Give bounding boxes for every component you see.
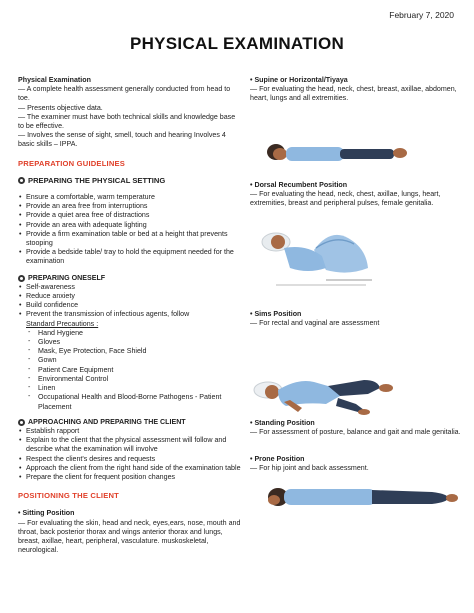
list-item: • Prepare the client for frequent position changes <box>18 473 242 482</box>
standing-text: — For assessment of posture, balance and gait and male genitalia. <box>250 428 461 437</box>
supine-label: • Supine or Horizontal/Tiyaya <box>250 76 348 84</box>
intro-line: — The examiner must have both technical skills and knowledge base to be effective. <box>18 112 236 131</box>
list-item: • Provide an area with adequate lighting <box>18 221 242 230</box>
preparing-oneself-heading <box>18 274 242 283</box>
physical-setting-heading <box>18 176 242 185</box>
sims-text: — For rectal and vaginal are assessment <box>250 319 380 328</box>
approaching-client-list <box>18 427 242 482</box>
dorsal-recumbent-text: — For evaluating the head, neck, chest, axillae, lungs, heart, extremities, breast and peripheral pulses, female genitalia. <box>250 190 441 208</box>
prone-label: • Prone Position <box>250 455 305 463</box>
list-item: - Occupational Health and Blood-Borne Pathogens - Patient Placement <box>18 393 242 411</box>
prone-illustration <box>262 484 462 510</box>
preparing-oneself-label: PREPARING ONESELF <box>28 273 106 282</box>
intro-line: — A complete health assessment generally conducted from head to toe. <box>18 85 231 103</box>
sims-illustration <box>252 374 402 418</box>
list-item: • Self-awareness <box>18 283 242 292</box>
list-item: • Respect the client's desires and requests <box>18 455 242 464</box>
list-item: • Provide a bedside table/ tray to hold the equipment needed for the examination <box>18 248 242 266</box>
supine-illustration <box>262 138 422 168</box>
standard-precautions-list <box>18 329 242 412</box>
prone-section <box>250 455 462 473</box>
list-item: - Hand Hygiene <box>18 329 242 338</box>
physical-setting-label: PREPARING THE PHYSICAL SETTING <box>28 175 166 185</box>
list-item: • Provide a quiet area free of distractions <box>18 211 242 220</box>
list-item: - Environmental Control <box>18 375 242 384</box>
gear-bullet-icon <box>18 419 25 426</box>
list-item: • Reduce anxiety <box>18 292 242 301</box>
gear-bullet-icon <box>18 275 25 282</box>
preparing-oneself-list <box>18 283 242 320</box>
approaching-client-heading <box>18 418 242 427</box>
list-item: • Build confidence <box>18 301 242 310</box>
page-title: PHYSICAL EXAMINATION <box>129 34 345 53</box>
sims-label: • Sims Position <box>250 310 302 318</box>
list-item: • Approach the client from the right hand side of the examination table <box>18 464 242 473</box>
approaching-client-label: APPROACHING AND PREPARING THE CLIENT <box>28 417 186 426</box>
supine-text: — For evaluating the head, neck, chest, breast, axillae, abdomen, heart, lungs and all extremities. <box>250 85 457 103</box>
positioning-client-heading: POSITIONING THE CLIENT <box>18 491 120 501</box>
list-item: - Gown <box>18 356 242 365</box>
list-item: • Provide a firm examination table or bed at a height that prevents stooping <box>18 230 242 248</box>
standing-label: • Standing Position <box>250 419 315 427</box>
document-date: February 7, 2020 <box>389 10 454 20</box>
standing-section <box>250 419 462 437</box>
dorsal-recumbent-illustration <box>256 222 380 288</box>
intro-line: — Involves the sense of sight, smell, touch and hearing Involves 4 basic skills – IPPA. <box>18 131 226 149</box>
intro-line: — Presents objective data. <box>18 103 103 112</box>
intro-heading: Physical Examination <box>18 76 91 84</box>
gear-bullet-icon <box>18 177 25 184</box>
list-item: • Provide an area free from interruptions <box>18 202 242 211</box>
list-item: • Ensure a comfortable, warm temperature <box>18 193 242 202</box>
list-item: • Establish rapport <box>18 427 242 436</box>
list-item: - Linen <box>18 384 242 393</box>
list-item: • Explain to the client that the physical assessment will follow and describe what the examination will involve <box>18 436 242 454</box>
physical-setting-list <box>18 193 242 267</box>
supine-section <box>250 76 462 104</box>
list-item: - Mask, Eye Protection, Face Shield <box>18 347 242 356</box>
preparation-guidelines-heading: PREPARATION GUIDELINES <box>18 158 126 168</box>
prone-text: — For hip joint and back assessment. <box>250 464 369 473</box>
list-item: - Patient Care Equipment <box>18 366 242 375</box>
dorsal-recumbent-label: • Dorsal Recumbent Position <box>250 181 348 189</box>
sims-section <box>250 310 462 328</box>
list-item: • Prevent the transmission of infectious agents, follow <box>18 310 242 319</box>
dorsal-recumbent-section <box>250 181 462 209</box>
left-column <box>18 76 242 555</box>
standard-precautions-label: Standard Precautions : <box>26 319 99 328</box>
sitting-position-text: — For evaluating the skin, head and neck, eyes,ears, nose, mouth and throat, back posterior thorax and wings anterior thorax and lungs, breast, axillae, heart, peripheral, vasculature. muskoskeletal, neurological. <box>18 518 241 555</box>
list-item: - Gloves <box>18 338 242 347</box>
sitting-position-label: • Sitting Position <box>18 509 75 518</box>
